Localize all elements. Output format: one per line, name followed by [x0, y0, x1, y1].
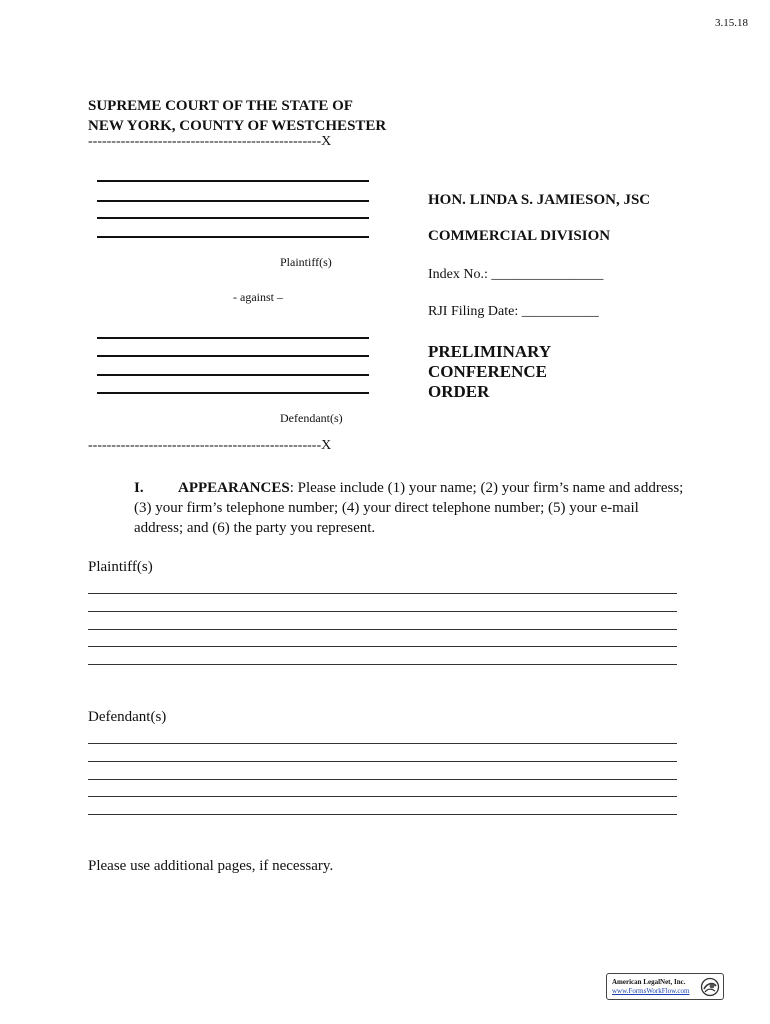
order-title-line-1: PRELIMINARY [428, 342, 552, 361]
plaintiff-appearance-line[interactable] [88, 611, 677, 612]
order-title-line-2: CONFERENCE [428, 362, 548, 381]
defendant-appearance-line[interactable] [88, 743, 677, 744]
court-heading [88, 96, 386, 136]
order-title [428, 342, 551, 402]
section-heading: APPEARANCES [178, 480, 290, 496]
index-number-field[interactable]: Index No.: ________________ [428, 267, 604, 282]
court-line-1: SUPREME COURT OF THE STATE OF [88, 98, 353, 114]
against-label: - against – [233, 290, 283, 304]
judge-name: HON. LINDA S. JAMIESON, JSC [428, 192, 651, 208]
form-version: 3.15.18 [715, 17, 748, 29]
plaintiff-name-line[interactable] [97, 200, 369, 202]
plaintiff-name-line[interactable] [97, 180, 369, 182]
plaintiff-name-line[interactable] [97, 236, 369, 238]
caption-divider-bottom: --------------------------------------------------X [88, 438, 332, 453]
section-number: I. [134, 480, 144, 496]
defendant-appearance-line[interactable] [88, 761, 677, 762]
plaintiff-appearance-line[interactable] [88, 629, 677, 630]
rji-filing-date-field[interactable]: RJI Filing Date: ___________ [428, 304, 599, 319]
footer-url-link[interactable]: www.FormsWorkFlow.com [612, 987, 690, 995]
division-name: COMMERCIAL DIVISION [428, 228, 611, 244]
section-instructions: : Please include (1) your name; (2) your firm’s name and address; (3) your firm’s telephone number; (4) your direct telephone number; (5) your e-mail address; and (6) the party you represent. [134, 480, 684, 536]
court-line-2: NEW YORK, COUNTY OF WESTCHESTER [88, 118, 387, 134]
defendant-name-line[interactable] [97, 374, 369, 376]
plaintiff-appearance-line[interactable] [88, 646, 677, 647]
plaintiff-caption-label: Plaintiff(s) [280, 255, 332, 269]
defendant-appearance-line[interactable] [88, 814, 677, 815]
footer-badge[interactable] [606, 973, 724, 1000]
plaintiff-appearance-heading: Plaintiff(s) [88, 559, 153, 575]
plaintiff-appearance-line[interactable] [88, 664, 677, 665]
additional-pages-note: Please use additional pages, if necessary. [88, 858, 334, 874]
defendant-name-line[interactable] [97, 392, 369, 394]
defendant-appearance-line[interactable] [88, 796, 677, 797]
defendant-caption-label: Defendant(s) [280, 411, 343, 425]
defendant-appearance-line[interactable] [88, 779, 677, 780]
order-title-line-3: ORDER [428, 382, 490, 401]
caption-divider-top: --------------------------------------------------X [88, 134, 332, 149]
plaintiff-name-line[interactable] [97, 217, 369, 219]
defendant-appearance-heading: Defendant(s) [88, 709, 167, 725]
appearances-section [134, 478, 689, 538]
defendant-name-line[interactable] [97, 337, 369, 339]
defendant-name-line[interactable] [97, 355, 369, 357]
globe-icon [700, 977, 720, 997]
plaintiff-appearance-line[interactable] [88, 593, 677, 594]
footer-company: American LegalNet, Inc. [612, 978, 686, 986]
